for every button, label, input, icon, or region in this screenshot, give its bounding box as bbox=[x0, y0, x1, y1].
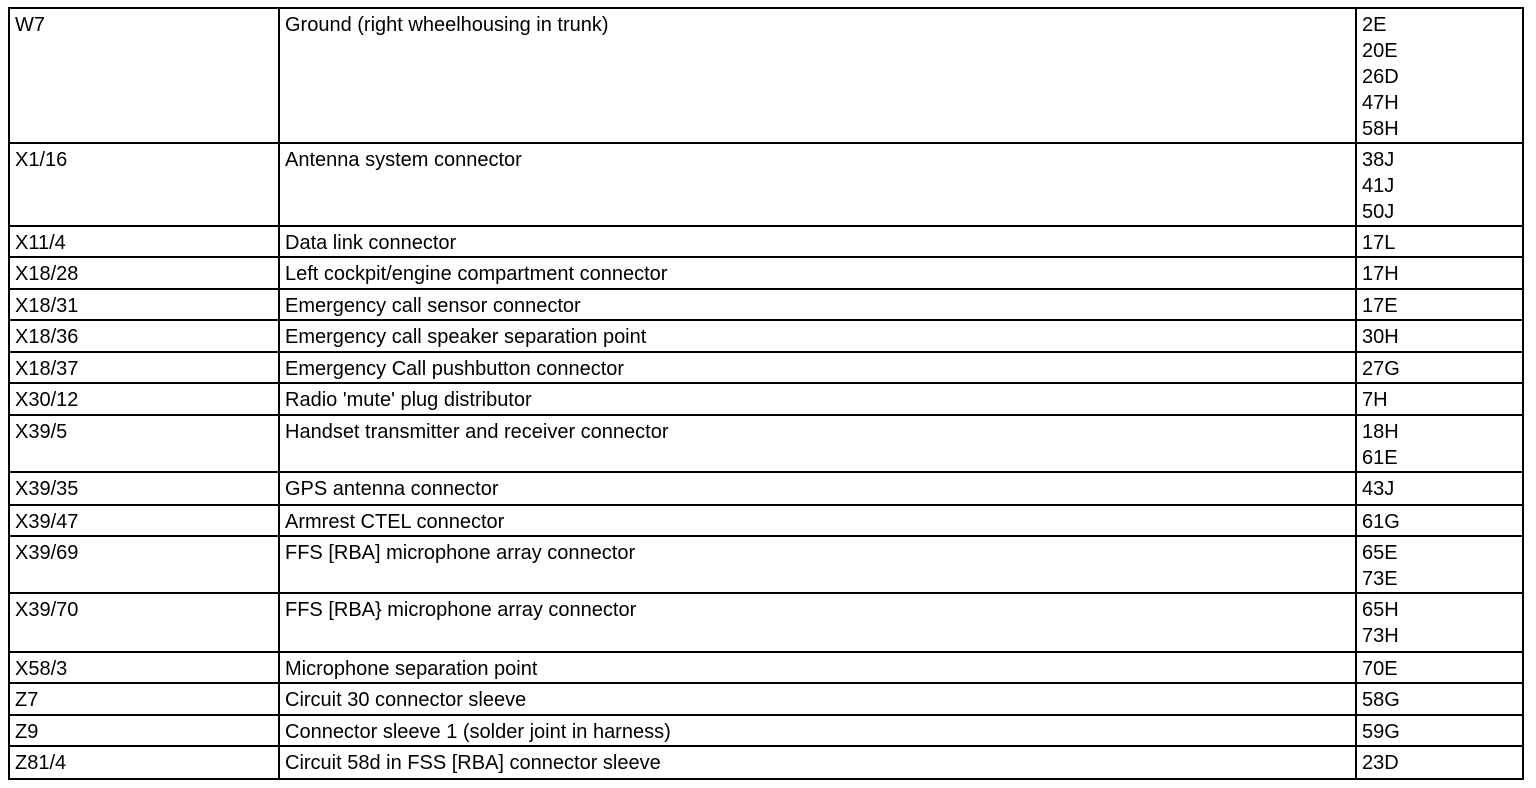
diagram-location: 47H bbox=[1362, 92, 1399, 114]
component-id-cell: X18/31 bbox=[9, 289, 279, 320]
diagram-location: 27G bbox=[1362, 358, 1400, 380]
component-id-cell: X18/28 bbox=[9, 257, 279, 289]
diagram-location: 65H bbox=[1362, 599, 1399, 621]
diagram-location: 41J bbox=[1362, 175, 1395, 197]
component-description-cell: Armrest CTEL connector bbox=[279, 505, 1356, 536]
diagram-location-cell bbox=[1356, 715, 1523, 746]
diagram-location-cell bbox=[1356, 352, 1523, 383]
diagram-location: 17L bbox=[1362, 232, 1396, 254]
table-row bbox=[9, 8, 1523, 143]
diagram-location: 50J bbox=[1362, 201, 1395, 223]
table-row bbox=[9, 715, 1523, 746]
diagram-location: 2E bbox=[1362, 14, 1387, 36]
component-description-cell: Handset transmitter and receiver connector bbox=[279, 415, 1356, 472]
diagram-location: 17H bbox=[1362, 263, 1399, 285]
component-description-cell: Data link connector bbox=[279, 226, 1356, 257]
table-row bbox=[9, 352, 1523, 383]
component-id-cell: X11/4 bbox=[9, 226, 279, 257]
diagram-location: 18H bbox=[1362, 421, 1399, 443]
table-row bbox=[9, 383, 1523, 415]
component-id-cell: Z9 bbox=[9, 715, 279, 746]
component-description-cell: FFS [RBA] microphone array connector bbox=[279, 536, 1356, 593]
component-id-cell: X1/16 bbox=[9, 143, 279, 226]
component-id-cell: Z81/4 bbox=[9, 746, 279, 779]
component-id-cell: X30/12 bbox=[9, 383, 279, 415]
component-description-cell: Left cockpit/engine compartment connector bbox=[279, 257, 1356, 289]
diagram-location: 70E bbox=[1362, 658, 1398, 680]
component-description-cell: Emergency call sensor connector bbox=[279, 289, 1356, 320]
diagram-location: 38J bbox=[1362, 149, 1395, 171]
diagram-location: 43J bbox=[1362, 478, 1395, 500]
diagram-location-cell bbox=[1356, 472, 1523, 505]
component-description-cell: Circuit 30 connector sleeve bbox=[279, 683, 1356, 715]
diagram-location: 20E bbox=[1362, 40, 1398, 62]
diagram-location-cell bbox=[1356, 383, 1523, 415]
component-id-cell: X39/5 bbox=[9, 415, 279, 472]
table-row bbox=[9, 652, 1523, 683]
component-id-cell: X39/70 bbox=[9, 593, 279, 652]
diagram-location: 61E bbox=[1362, 447, 1398, 469]
table-row bbox=[9, 683, 1523, 715]
diagram-location: 7H bbox=[1362, 389, 1388, 411]
table-row bbox=[9, 320, 1523, 352]
component-id-cell: X39/35 bbox=[9, 472, 279, 505]
table-row bbox=[9, 289, 1523, 320]
diagram-location-cell bbox=[1356, 143, 1523, 226]
diagram-location-cell bbox=[1356, 536, 1523, 593]
diagram-location-cell bbox=[1356, 593, 1523, 652]
diagram-location: 73H bbox=[1362, 625, 1399, 647]
diagram-location: 30H bbox=[1362, 326, 1399, 348]
component-description-cell: Radio 'mute' plug distributor bbox=[279, 383, 1356, 415]
table-row bbox=[9, 143, 1523, 226]
component-description-cell: Ground (right wheelhousing in trunk) bbox=[279, 8, 1356, 143]
diagram-location-cell bbox=[1356, 683, 1523, 715]
component-legend-table bbox=[8, 7, 1524, 780]
component-id-cell: X39/69 bbox=[9, 536, 279, 593]
component-id-cell: W7 bbox=[9, 8, 279, 143]
diagram-location-cell bbox=[1356, 289, 1523, 320]
diagram-location-cell bbox=[1356, 505, 1523, 536]
diagram-location-cell bbox=[1356, 320, 1523, 352]
diagram-location: 58G bbox=[1362, 689, 1400, 711]
table-row bbox=[9, 415, 1523, 472]
diagram-location: 58H bbox=[1362, 118, 1399, 140]
table-row bbox=[9, 536, 1523, 593]
component-description-cell: Microphone separation point bbox=[279, 652, 1356, 683]
diagram-location-cell bbox=[1356, 415, 1523, 472]
diagram-location-cell bbox=[1356, 746, 1523, 779]
table-row bbox=[9, 472, 1523, 505]
table-row bbox=[9, 593, 1523, 652]
component-id-cell: X39/47 bbox=[9, 505, 279, 536]
component-description-cell: Emergency call speaker separation point bbox=[279, 320, 1356, 352]
diagram-location: 26D bbox=[1362, 66, 1399, 88]
table-row bbox=[9, 746, 1523, 779]
component-description-cell: Antenna system connector bbox=[279, 143, 1356, 226]
table-row bbox=[9, 505, 1523, 536]
diagram-location-cell bbox=[1356, 652, 1523, 683]
diagram-location-cell bbox=[1356, 257, 1523, 289]
component-description-cell: Circuit 58d in FSS [RBA] connector sleeve bbox=[279, 746, 1356, 779]
component-description-cell: Connector sleeve 1 (solder joint in harness) bbox=[279, 715, 1356, 746]
component-id-cell: X18/37 bbox=[9, 352, 279, 383]
table-row bbox=[9, 226, 1523, 257]
diagram-location-cell bbox=[1356, 8, 1523, 143]
diagram-location: 23D bbox=[1362, 752, 1399, 774]
table-row bbox=[9, 257, 1523, 289]
component-id-cell: Z7 bbox=[9, 683, 279, 715]
component-description-cell: FFS [RBA} microphone array connector bbox=[279, 593, 1356, 652]
diagram-location: 65E bbox=[1362, 542, 1398, 564]
diagram-location: 17E bbox=[1362, 295, 1398, 317]
diagram-location: 59G bbox=[1362, 721, 1400, 743]
legend-table-body bbox=[9, 8, 1523, 779]
diagram-location-cell bbox=[1356, 226, 1523, 257]
component-id-cell: X58/3 bbox=[9, 652, 279, 683]
diagram-location: 73E bbox=[1362, 568, 1398, 590]
component-id-cell: X18/36 bbox=[9, 320, 279, 352]
diagram-location: 61G bbox=[1362, 511, 1400, 533]
component-description-cell: Emergency Call pushbutton connector bbox=[279, 352, 1356, 383]
component-description-cell: GPS antenna connector bbox=[279, 472, 1356, 505]
